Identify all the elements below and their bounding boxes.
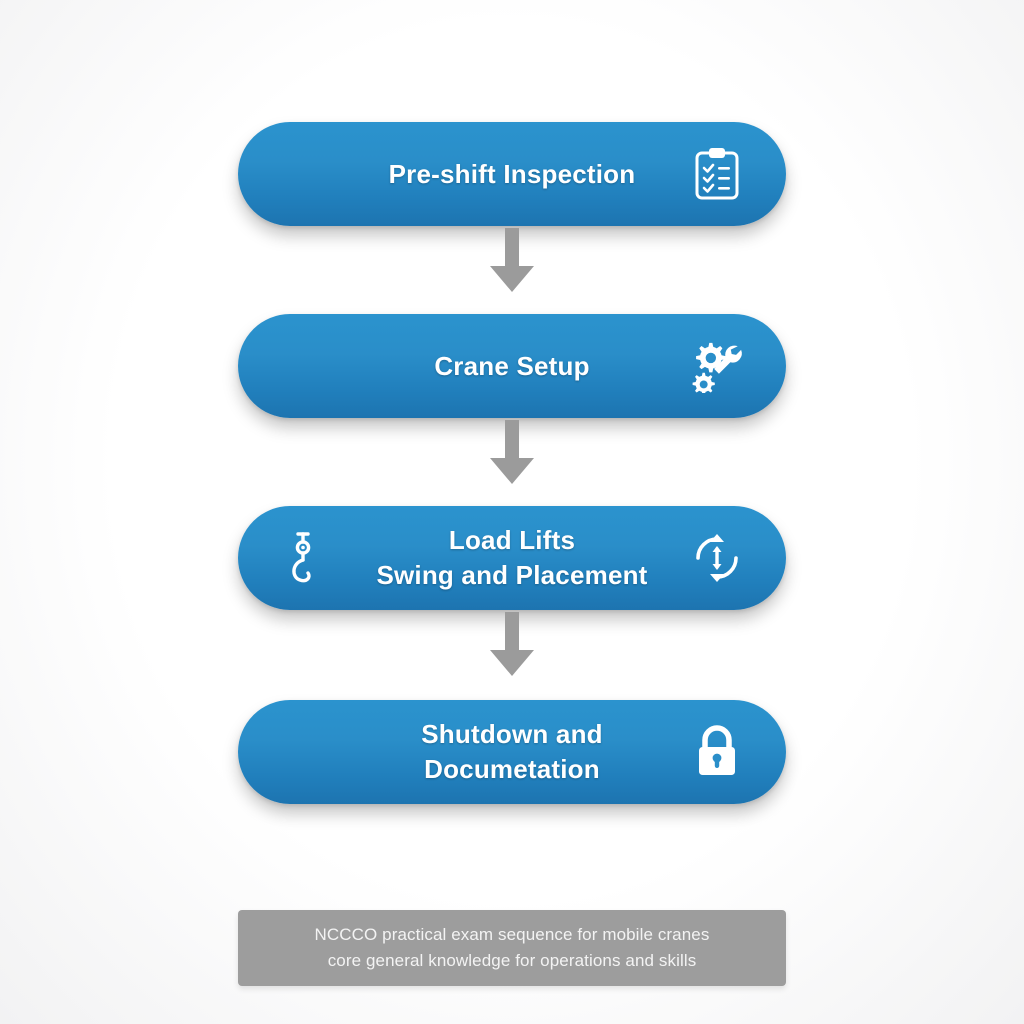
flow-step-label: Crane Setup: [434, 350, 590, 381]
flow-step-label: Pre-shift Inspection: [388, 158, 636, 189]
crane-hook-icon: [286, 531, 332, 585]
gear-wrench-icon: [690, 339, 744, 393]
diagram-caption: [238, 910, 786, 986]
flow-step-label: [411, 717, 612, 787]
flow-step-shutdown-documentation[interactable]: [238, 700, 786, 804]
flow-step-label-line-1: Shutdown and: [421, 719, 603, 750]
flow-step-label-line-1: Load Lifts: [448, 525, 576, 556]
padlock-icon: [690, 725, 744, 779]
flow-step-pre-shift-inspection[interactable]: [238, 122, 786, 226]
clipboard-checklist-icon: [690, 147, 744, 201]
flow-arrow-1: [487, 228, 537, 296]
flow-step-label: [366, 523, 657, 593]
flow-arrow-3: [487, 612, 537, 680]
flow-step-load-lifts[interactable]: [238, 506, 786, 610]
flow-arrow-2: [487, 420, 537, 488]
flow-step-label-line-2: Documetation: [424, 754, 600, 784]
flow-step-crane-setup[interactable]: [238, 314, 786, 418]
flow-step-label-line-2: Swing and Placement: [376, 560, 648, 590]
caption-line-1: NCCCO practical exam sequence for mobile cranes: [314, 924, 710, 944]
rotate-arrows-icon: [690, 531, 744, 585]
caption-line-2: core general knowledge for operations and skills: [327, 951, 697, 970]
